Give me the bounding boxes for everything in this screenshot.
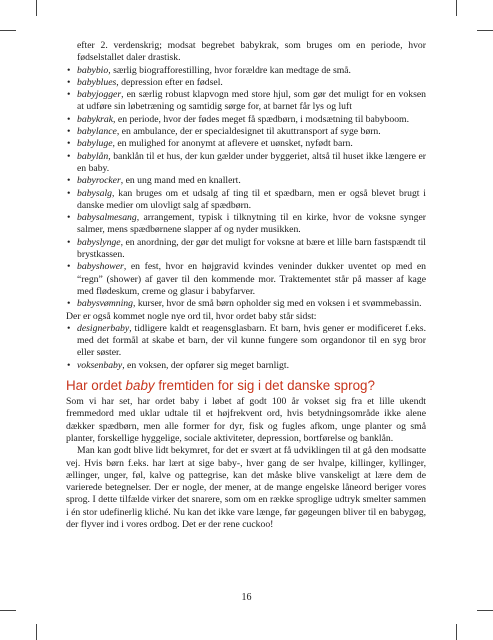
definition: , en mulighed for anonymt at aflevere et uønsket, nyfødt barn. xyxy=(112,138,353,150)
list-item xyxy=(66,360,426,372)
list-item xyxy=(66,212,426,237)
term: babysalg xyxy=(77,187,112,199)
term: babyslynge xyxy=(77,236,121,248)
crop-mark-top-left xyxy=(36,0,37,16)
list-item xyxy=(66,323,426,360)
crop-mark-bottom-left xyxy=(36,624,37,640)
definition: , en periode, hvor der fødes meget få spædbørn, i modsætning til babyboom. xyxy=(113,113,410,125)
heading-before: Har ordet xyxy=(66,378,126,394)
list-item xyxy=(66,237,426,262)
term: babyjogger xyxy=(77,89,122,101)
heading-after: fremtiden for sig i det danske sprog? xyxy=(154,378,375,394)
term: babysvømning xyxy=(77,298,133,310)
term: babykrak xyxy=(77,113,114,125)
section-heading xyxy=(66,378,426,394)
crop-mark-top-right xyxy=(456,0,457,16)
page-number: 16 xyxy=(241,592,252,603)
definition: , tidligere kaldt et reagensglasbarn. Et barn, hvis gener er modificeret f.eks. med det formål at skabe et barn, der vil kunne fungere som organdonor til en syg bror eller søster. xyxy=(77,322,426,359)
crop-mark-right-top xyxy=(477,30,493,31)
crop-mark-left-top xyxy=(0,30,16,31)
definition: , en fest, hvor en højgravid kvindes veninder dukker uventet op med en “regn” (shower) af gaver til den kommende mor. Traktementet står på masser af kage med flødeskum, creme og glasur i babyfarver. xyxy=(77,261,426,297)
term: babysalmesang xyxy=(77,212,137,224)
body-paragraph-1: Som vi har set, har ordet baby i løbet af godt 100 år vokset sig fra et lille ukendt fremmedord med uklar udtale til et højfrekvent ord, hvis betydningsområde ikke alene dækker spædbørn, men alle former for dyr, fisk og fugles afkom, unge planter og små planter, forskellige hyggelige, sociale aktiviteter, depression, bortførelse og banklån. xyxy=(66,396,426,444)
term: babyrocker xyxy=(77,175,121,187)
definition: , banklån til et hus, der kun gælder under byggeriet, altså til huset ikke længere er en baby. xyxy=(77,150,426,174)
definition: , depression efter en fødsel. xyxy=(116,76,223,88)
list-item xyxy=(66,89,426,114)
bullet-list-compounds xyxy=(66,65,426,311)
term: babylån xyxy=(77,150,109,162)
term: babybio xyxy=(77,64,109,76)
mid-paragraph: Der er også kommet nogle nye ord til, hvor ordet baby står sidst: xyxy=(66,310,317,322)
list-item xyxy=(66,175,426,187)
list-item xyxy=(66,151,426,176)
definition: , arrangement, typisk i tilknytning til en kirke, hvor de voksne synger salmer, mens spædbørnene slapper af og nyder musikken. xyxy=(77,212,426,236)
list-item xyxy=(66,114,426,126)
list-item xyxy=(66,138,426,150)
term: designerbaby xyxy=(77,322,130,334)
definition: , en ung mand med en knallert. xyxy=(120,175,241,187)
list-item xyxy=(66,126,426,138)
definition: , kurser, hvor de små børn opholder sig med en voksen i et svømmebassin. xyxy=(132,298,422,310)
term: babyblues xyxy=(77,76,117,88)
definition: , særlig biografforestilling, hvor forældre kan medtage de små. xyxy=(108,64,351,76)
body-paragraph-2: Man kan godt blive lidt bekymret, for det er svært at få udviklingen til at gå den modsatte vej. Hvis børn f.eks. har lært at sige baby-, hver gang de ser hvalpe, killinger, kyllinger, ællinger, unger, føl, kalve og pattegrise, kan det måske blive vanskeligt at lære dem de varierede betegnelser. Der er nogle, der mener, at de mange engelske låneord beriger vores sprog. I dette tilfælde virker det snarere, som om en række sproglige udtryk smelter sammen i én stor udefinerlig kliché. Nu kan det ikke vare længe, før gøgeungen bliver til en babygøg, der flyver ind i vores ordbog. Det er der rene cuckoo! xyxy=(66,445,426,530)
page-body xyxy=(66,40,426,531)
list-item xyxy=(66,77,426,89)
crop-mark-right-bottom xyxy=(477,610,493,611)
crop-mark-left-bottom xyxy=(0,610,16,611)
definition: , en særlig robust klapvogn med store hjul, som gør det muligt for en voksen at udføre sin løbetræning og samtidig sørge for, at barnet får lys og luft xyxy=(77,89,426,113)
term: babylance xyxy=(77,126,117,138)
definition: , en ambulance, der er specialdesignet til akuttransport af syge børn. xyxy=(116,126,381,138)
list-item xyxy=(66,65,426,77)
bullet-list-suffix xyxy=(66,323,426,372)
definition: , en voksen, der opfører sig meget barnligt. xyxy=(122,359,289,371)
term: babyshower xyxy=(77,261,124,273)
list-item xyxy=(66,188,426,213)
term: voksenbaby xyxy=(77,359,123,371)
crop-mark-bottom-right xyxy=(456,624,457,640)
list-item xyxy=(66,298,426,310)
term: babyluge xyxy=(77,138,113,150)
definition: , kan bruges om et udsalg af ting til et spædbarn, men er også blevet brugt i danske medier om ulovligt salg af spædbørn. xyxy=(77,187,426,211)
list-item xyxy=(66,261,426,298)
heading-emph: baby xyxy=(125,378,155,394)
intro-continuation: efter 2. verdenskrig; modsat begrebet babykrak, som bruges om en periode, hvor fødselstallet daler drastisk. xyxy=(77,40,426,64)
definition: , en anordning, der gør det muligt for voksne at bære et lille barn fastspændt til brystkassen. xyxy=(77,236,426,261)
